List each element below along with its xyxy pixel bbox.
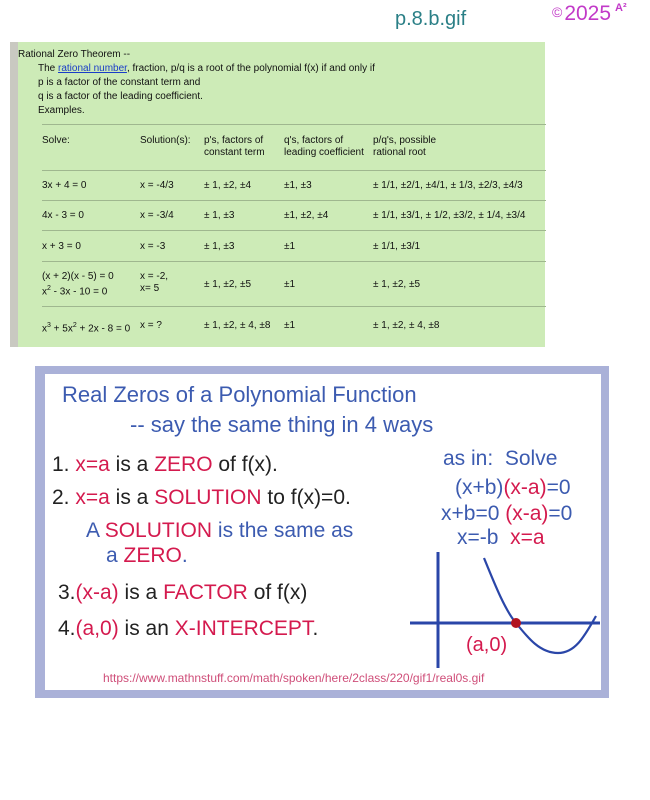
table-top-rule (42, 124, 546, 125)
row3-solve: x + 3 = 0 (42, 241, 81, 252)
row4-solve-x: x (42, 286, 47, 298)
theorem-title: Rational Zero Theorem -- (18, 49, 131, 60)
row5-q: ±1 (284, 320, 296, 331)
equation-1-factor-a: (x-a) (503, 476, 547, 499)
row5-solve (42, 320, 130, 335)
row4-solution-line-2: x= 5 (140, 283, 160, 294)
table-rule (42, 306, 546, 307)
rational-number-link[interactable]: rational number (58, 63, 127, 74)
row1-pq: ± 1/1, ±2/1, ±4/1, ± 1/3, ±2/3, ±4/3 (373, 180, 523, 191)
statement-3-of-fx: of f(x) (253, 581, 308, 604)
row4-solve-exponent: 2 (47, 285, 51, 292)
row5-solve-exp-1: 3 (47, 322, 51, 329)
header-p-line-2: constant term (204, 147, 265, 158)
equation-2-factor-a: (x-a) (505, 502, 549, 525)
statement-4 (58, 617, 318, 641)
equation-1-factor-b: (x+b) (455, 476, 504, 499)
statement-1-number: 1. (52, 453, 70, 476)
equation-1-equals-zero: =0 (546, 476, 571, 499)
row5-pq: ± 1, ±2, ± 4, ±8 (373, 320, 440, 331)
note-solution: SOLUTION (104, 519, 213, 542)
poster-subtitle: -- say the same thing in 4 ways (130, 412, 434, 437)
statement-3-factor-expr: (x-a) (75, 581, 119, 604)
row3-pq: ± 1/1, ±3/1 (373, 241, 421, 252)
file-name-title: p.8.b.gif (395, 8, 467, 30)
statement-3-is-a: is a (124, 581, 158, 604)
row4-solution (140, 271, 168, 295)
statement-3-factor: FACTOR (163, 581, 248, 604)
row2-p: ± 1, ±3 (204, 210, 235, 221)
statement-2-to-fx: to f(x)=0. (267, 486, 351, 509)
equation-2 (441, 502, 572, 526)
row4-solve-rest: - 3x - 10 = 0 (50, 286, 108, 298)
row5-solve-exp-2: 2 (72, 322, 77, 329)
theorem-line-2: p is a factor of the constant term and (38, 77, 201, 88)
note-line-2 (106, 544, 188, 568)
row4-q: ±1 (284, 279, 296, 290)
header-pq-line-2: rational root (373, 147, 426, 158)
as-in-label (443, 447, 557, 471)
table-rule (42, 261, 546, 262)
intercept-point-label: (a,0) (466, 634, 508, 656)
theorem-line-3: q is a factor of the leading coefficient. (38, 91, 203, 102)
row1-solution: x = -4/3 (140, 180, 174, 191)
statement-2 (52, 486, 351, 510)
statement-1-zero: ZERO (154, 453, 213, 476)
statement-2-number: 2. (52, 486, 70, 509)
note-a: A (86, 519, 99, 542)
as-in-text: as in: (443, 447, 494, 470)
equation-3-x-equals-a: x=a (510, 526, 545, 549)
row5-solve-mid: + 5x (50, 323, 73, 335)
statement-2-solution: SOLUTION (154, 486, 262, 509)
theorem-line-1-suffix: , fraction, p/q is a root of the polynomial f(x) if and only if (126, 63, 375, 74)
header-solve: Solve: (42, 135, 70, 146)
statement-4-period: . (312, 617, 319, 640)
note-same-as: is the same as (217, 519, 354, 542)
row2-q: ±1, ±2, ±4 (284, 210, 329, 221)
row5-solve-x: x (42, 323, 47, 335)
x-intercept-dot (511, 618, 521, 628)
statement-1 (52, 453, 278, 477)
statement-1-x-equals-a: x=a (75, 453, 110, 476)
header-q-line-1: q's, factors of (284, 135, 344, 146)
statement-4-is-an: is an (124, 617, 169, 640)
statement-2-is-a: is a (115, 486, 149, 509)
table-rule (42, 230, 546, 231)
author-mark: A² (615, 2, 627, 14)
note-a-lower: a (106, 544, 118, 567)
copyright-icon: © (552, 4, 563, 20)
row1-p: ± 1, ±2, ±4 (204, 180, 252, 191)
equation-2-left: x+b=0 (441, 502, 500, 525)
equation-3-x-equals-minus-b: x=-b (457, 526, 499, 549)
statement-3 (58, 581, 307, 605)
table-rule (42, 170, 546, 171)
row4-solution-line-1: x = -2, (140, 271, 169, 282)
header-q-factors (284, 135, 364, 159)
table-rule (42, 200, 546, 201)
statement-3-number: 3. (58, 581, 76, 604)
copyright-mark (552, 2, 627, 26)
row3-p: ± 1, ±3 (204, 241, 235, 252)
row2-solution: x = -3/4 (140, 210, 174, 221)
row3-q: ±1 (284, 241, 296, 252)
row4-solve-line-2 (42, 283, 114, 298)
copyright-year: 2025 (564, 2, 612, 25)
row1-solve: 3x + 4 = 0 (42, 180, 87, 191)
row4-solve-line-1: (x + 2)(x - 5) = 0 (42, 271, 114, 282)
row2-pq: ± 1/1, ±3/1, ± 1/2, ±3/2, ± 1/4, ±3/4 (373, 210, 526, 221)
equation-1 (455, 476, 571, 500)
row3-solution: x = -3 (140, 241, 166, 252)
row5-p: ± 1, ±2, ± 4, ±8 (204, 320, 271, 331)
row1-q: ±1, ±3 (284, 180, 312, 191)
statement-4-number: 4. (58, 617, 76, 640)
header-p-factors (204, 135, 265, 159)
note-zero: ZERO (123, 544, 182, 567)
note-period: . (181, 544, 188, 567)
statement-4-point: (a,0) (75, 617, 119, 640)
statement-1-of-fx: of f(x). (218, 453, 278, 476)
row5-solve-rest: + 2x - 8 = 0 (76, 323, 131, 335)
statement-1-is-a: is a (115, 453, 149, 476)
statement-4-x-intercept: X-INTERCEPT (174, 617, 313, 640)
header-solutions: Solution(s): (140, 135, 191, 146)
equation-2-equals-zero: =0 (548, 502, 573, 525)
rational-zero-theorem-panel (10, 42, 545, 347)
theorem-line-4: Examples. (38, 105, 85, 116)
header-pq (373, 135, 436, 159)
row2-solve: 4x - 3 = 0 (42, 210, 84, 221)
note-line-1 (86, 519, 353, 543)
theorem-line-1-prefix: The (38, 63, 56, 74)
header-p-line-1: p's, factors of (204, 135, 264, 146)
row4-p: ± 1, ±2, ±5 (204, 279, 252, 290)
statement-2-x-equals-a: x=a (75, 486, 110, 509)
row4-solve (42, 271, 114, 298)
theorem-line-1 (38, 63, 375, 74)
header-pq-line-1: p/q's, possible (373, 135, 437, 146)
row5-solution: x = ? (140, 320, 162, 331)
poster-title: Real Zeros of a Polynomial Function (62, 382, 417, 407)
source-url: https://www.mathnstuff.com/math/spoken/here/2class/220/gif1/real0s.gif (103, 671, 485, 685)
equation-3 (457, 526, 545, 550)
solve-text: Solve (504, 447, 558, 470)
row4-pq: ± 1, ±2, ±5 (373, 279, 421, 290)
header-q-line-2: leading coefficient (284, 147, 364, 158)
